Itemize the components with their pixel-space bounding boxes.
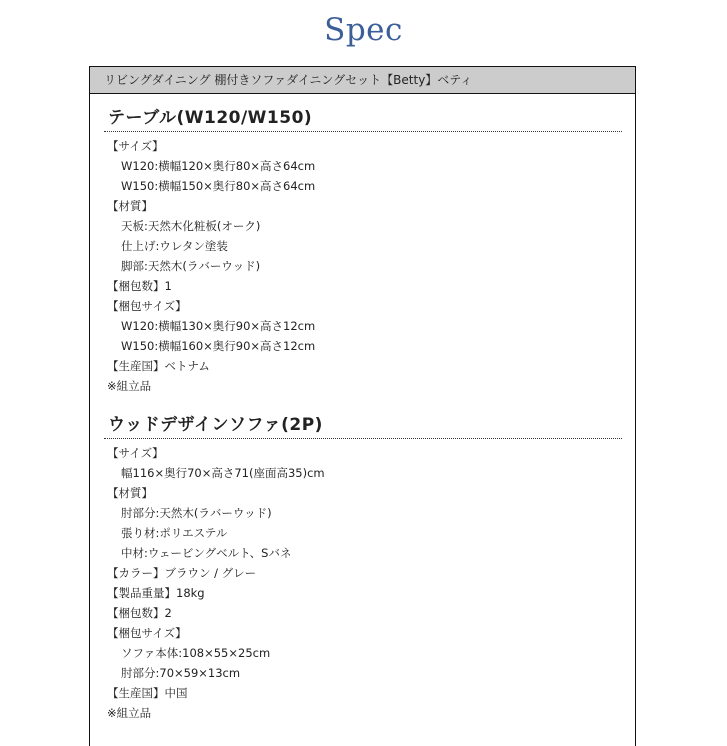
spec-label-row: ※組立品	[107, 379, 152, 393]
spec-label-row: 【サイズ】	[107, 446, 164, 460]
spec-label-row: 【生産国】中国	[107, 686, 188, 700]
spec-detail-row: W120:横幅120×奥行80×高さ64cm	[121, 159, 316, 173]
spec-detail-row: W150:横幅150×奥行80×高さ64cm	[121, 179, 316, 193]
spec-label-row: 【梱包サイズ】	[107, 299, 187, 313]
section-sofa	[104, 412, 622, 723]
spec-list-sofa	[104, 439, 622, 723]
section-title-table: テーブル(W120/W150)	[104, 105, 622, 132]
page-title: Spec	[324, 12, 403, 48]
spec-detail-row: 幅116×奥行70×高さ71(座面高35)cm	[121, 466, 325, 480]
spec-detail-row: 仕上げ:ウレタン塗装	[121, 239, 228, 253]
spec-detail-row: 脚部:天然木(ラバーウッド)	[121, 259, 261, 273]
spec-detail-row: 肘部分:天然木(ラバーウッド)	[121, 506, 272, 520]
spec-label-row: 【梱包数】2	[107, 606, 172, 620]
spec-label-row: 【生産国】ベトナム	[107, 359, 210, 373]
spec-detail-row: 中材:ウェービングベルト、Sバネ	[121, 546, 292, 560]
spec-label-row: 【カラー】ブラウン / グレー	[107, 566, 257, 580]
spec-detail-row: 張り材:ポリエステル	[121, 526, 228, 540]
spec-label-row: 【製品重量】18kg	[107, 586, 205, 600]
spec-label-row: 【材質】	[107, 486, 153, 500]
product-name-header: リビングダイニング 棚付きソファダイニングセット【Betty】ベティ	[90, 67, 635, 94]
spec-label-row: 【材質】	[107, 199, 153, 213]
spec-label-row: 【梱包数】1	[107, 279, 172, 293]
spec-label-row: 【梱包サイズ】	[107, 626, 187, 640]
spec-detail-row: W120:横幅130×奥行90×高さ12cm	[121, 319, 316, 333]
spec-label-row: 【サイズ】	[107, 139, 164, 153]
section-title-sofa: ウッドデザインソファ(2P)	[104, 412, 622, 439]
section-table	[104, 105, 622, 396]
spec-table	[89, 66, 636, 746]
spec-label-row: ※組立品	[107, 706, 152, 720]
spec-detail-row: 肘部分:70×59×13cm	[121, 666, 241, 680]
spec-detail-row: 天板:天然木化粧板(オーク)	[121, 219, 261, 233]
spec-detail-row: W150:横幅160×奥行90×高さ12cm	[121, 339, 316, 353]
spec-detail-row: ソファ本体:108×55×25cm	[121, 646, 271, 660]
spec-list-table	[104, 132, 622, 396]
